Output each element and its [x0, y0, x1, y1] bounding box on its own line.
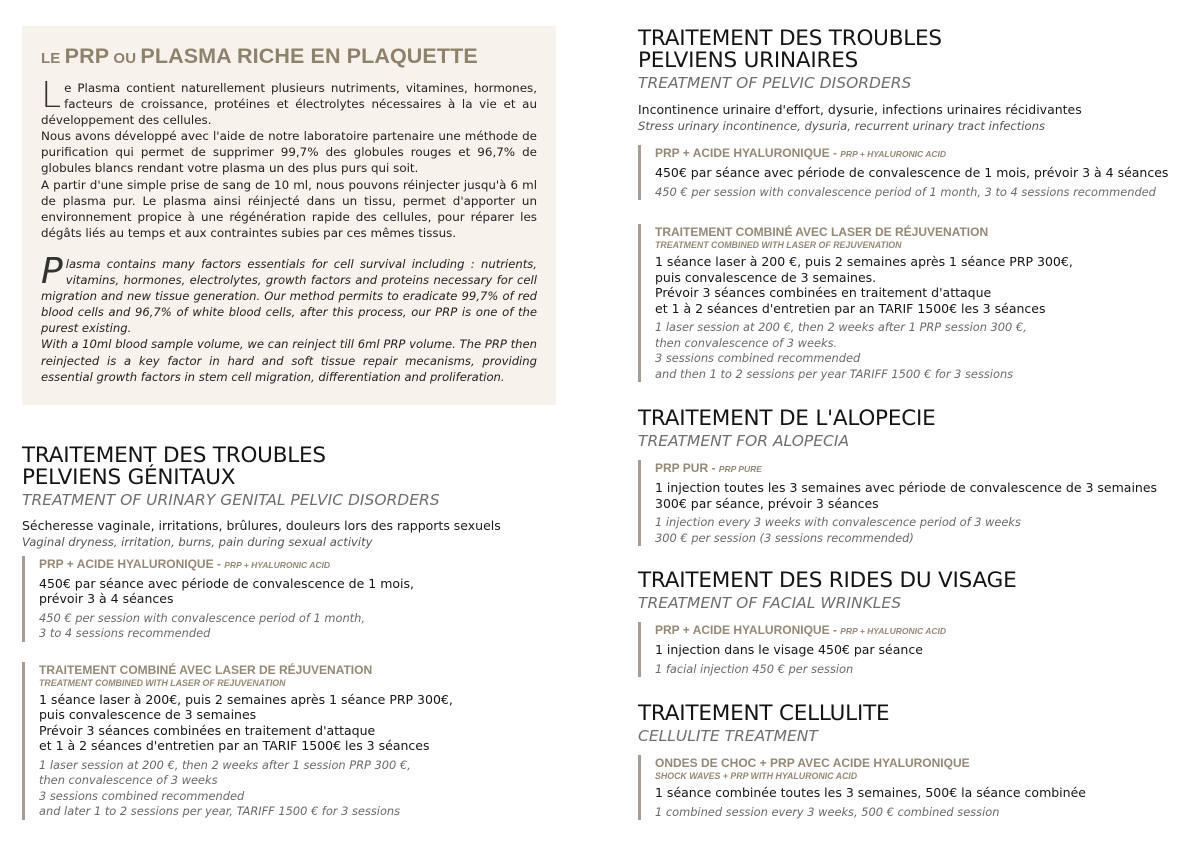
section-urinary [638, 28, 1178, 382]
treatment-subtitle: TREATMENT COMBINED WITH LASER OF REJUVENATION [39, 677, 286, 688]
treatment-fr-line: 1 séance laser à 200 €, puis 2 semaines après 1 séance PRP 300€, [655, 254, 1073, 269]
treatment-en-line: 3 to 4 sessions recommended [39, 626, 211, 641]
treatment-fr-line: 1 séance combinée toutes les 3 semaines, 500€ la séance combinée [655, 785, 1086, 800]
section-description-fr: Sécheresse vaginale, irritations, brûlures, douleurs lors des rapports sexuels [22, 517, 501, 533]
treatment-en-line: 1 facial injection 450 € per session [655, 661, 854, 676]
treatment-block [638, 460, 1178, 546]
section-description-fr: Incontinence urinaire d'effort, dysurie, infections urinaires récidivantes [638, 102, 1082, 117]
treatment-fr [39, 576, 556, 607]
section-subtitle: TREATMENT OF PELVIC DISORDERS [638, 74, 912, 92]
section-subtitle: TREATMENT FOR ALOPECIA [638, 432, 850, 450]
treatment-title-en: PRP PURE [718, 464, 762, 474]
treatment-fr-line: prévoir 3 à 4 séances [39, 591, 174, 607]
treatment-en-line: 450 € per session with convalescence period of 1 month, [39, 610, 365, 625]
treatment-en-line: 1 injection every 3 weeks with convalescence period of 3 weeks [655, 515, 1021, 529]
treatment-en [655, 662, 1178, 678]
treatment-title-en: PRP + HYALURONIC ACID [224, 559, 330, 570]
section-subtitle: CELLULITE TREATMENT [638, 727, 818, 745]
treatment-en-line: 1 combined session every 3 weeks, 500 € combined session [655, 804, 1000, 819]
treatment-block [638, 145, 1178, 200]
treatment-en-line: 1 laser session at 200 €, then 2 weeks after 1 PRP session 300 €, [655, 320, 1027, 334]
treatment-en-line: and then 1 to 2 sessions per year TARIFF 1500 € for 3 sessions [655, 366, 1014, 381]
intro-en-text: With a 10ml blood sample volume, we can reinject till 6ml PRP volume. The PRP then reinjected is a key factor in hard and soft tissue repair mecanisms, providing essential growth factors in stem cell migration, differentiation and proliferation. [41, 337, 537, 384]
treatment-en-line: and later 1 to 2 sessions per year, TARIFF 1500 € for 3 sessions [39, 804, 401, 819]
intro-fr-text: A partir d'une simple prise de sang de 10 ml, nous pouvons réinjecter jusqu'à 6 ml de plasma pur. Le plasma ainsi réinjecté dans un tissu, permet d'apporter un environnement propice à une régénération rapide des cellules, pour réparer les dégâts liés au temps et aux contraintes subies par ces mêmes tissus. [41, 177, 537, 240]
treatment-en [39, 611, 556, 642]
treatment-en [655, 515, 1178, 546]
treatment-title [655, 460, 1178, 477]
intro-title-part: OU [109, 50, 141, 67]
treatment-title-en: PRP + HYALURONIC ACID [840, 149, 946, 159]
section-title-line: TRAITEMENT DES TROUBLES [22, 442, 326, 468]
section-title-line: PELVIENS GÉNITAUX [22, 464, 236, 490]
treatment-fr-line: 450€ par séance avec période de convalescence de 1 mois, prévoir 3 à 4 séances [655, 165, 1169, 180]
treatment-en-line: then convalescence of 3 weeks. [655, 335, 838, 350]
treatment-fr [655, 165, 1178, 181]
treatment-en [39, 758, 556, 820]
section-title [638, 28, 1178, 72]
treatment-title [655, 622, 1178, 639]
intro-fr-text: e Plasma contient naturellement plusieurs nutriments, vitamines, hormones, facteurs de croissance, protéines et électrolytes nécessaires à la vie et au développement des cellules. [41, 81, 537, 128]
intro-en-paragraph [41, 250, 537, 385]
treatment-fr-line: Prévoir 3 séances combinées en traitement d'attaque [655, 285, 992, 300]
treatment-en-line: then convalescence of 3 weeks [39, 773, 218, 788]
treatment-en-line: 3 sessions combined recommended [39, 788, 245, 803]
section-genital [22, 442, 556, 820]
treatment-block [638, 755, 1178, 820]
treatment-title-fr: PRP + ACIDE HYALURONIQUE - [655, 146, 841, 160]
intro-fr-paragraph [41, 75, 537, 241]
treatment-fr [39, 692, 556, 754]
treatment-en-line: 1 laser session at 200 €, then 2 weeks after 1 session PRP 300 €, [39, 757, 411, 772]
treatment-fr-line: puis convalescence de 3 semaines. [655, 269, 877, 285]
treatment-fr-line: 1 injection dans le visage 450€ par séance [655, 642, 923, 657]
treatment-en [655, 320, 1178, 382]
section-title-line: TRAITEMENT DES TROUBLES [638, 26, 942, 51]
treatment-fr-line: 300€ par séance, prévoir 3 séances [655, 495, 879, 511]
treatment-fr [655, 785, 1178, 801]
section-title [22, 442, 556, 490]
intro-en-text: lasma contains many factors essentials for cell survival including : nutrients, vitamins, hormones, electrolytes, growth factors and proteins necessary for cell migration and new tissue generation. Our method permits to eradicate 99,7% of red blood cells and 96,7% of white blood cells, after this process, our PRP is one of the purest existing. [41, 256, 537, 336]
right-column [638, 28, 1178, 820]
treatment-subtitle: TREATMENT COMBINED WITH LASER OF REJUVENATION [655, 240, 902, 250]
treatment-title: ONDES DE CHOC + PRP AVEC ACIDE HYALURONIQUE [655, 756, 970, 770]
treatment-block [638, 622, 1178, 677]
treatment-en [655, 185, 1178, 201]
treatment-fr [655, 642, 1178, 658]
treatment-title [39, 556, 556, 573]
intro-title [41, 44, 537, 69]
section-title-line: PELVIENS URINAIRES [638, 48, 859, 73]
section-subtitle: TREATMENT OF URINARY GENITAL PELVIC DISORDERS [22, 490, 440, 509]
treatment-title-fr: PRP PUR - [655, 461, 719, 475]
treatment-title-fr: PRP + ACIDE HYALURONIQUE - [655, 623, 841, 637]
treatment-fr [655, 254, 1178, 316]
treatment-fr [655, 480, 1178, 511]
section-description-en: Vaginal dryness, irritation, burns, pain during sexual activity [22, 534, 373, 549]
section-description-en: Stress urinary incontinence, dysuria, recurrent urinary tract infections [638, 119, 1045, 133]
treatment-fr-line: 1 séance laser à 200€, puis 2 semaines après 1 séance PRP 300€, [39, 691, 453, 707]
intro-en-dropcap: P [41, 250, 63, 292]
left-column [22, 26, 556, 820]
section-alopecia [638, 408, 1178, 546]
treatment-block [22, 662, 556, 820]
intro-box [22, 26, 556, 405]
treatment-title-fr: PRP + ACIDE HYALURONIQUE - [39, 556, 225, 571]
treatment-fr-line: puis convalescence de 3 semaines [39, 707, 257, 723]
treatment-en [655, 805, 1178, 821]
section-cellulite [638, 703, 1178, 820]
intro-title-part: PRP [64, 44, 110, 68]
treatment-fr-line: 450€ par séance avec période de convalescence de 1 mois, [39, 575, 414, 591]
treatment-fr-line: et 1 à 2 séances d'entretien par an TARIF 1500€ les 3 séances [39, 738, 430, 754]
intro-title-part: LE [41, 50, 65, 67]
treatment-fr-line: 1 injection toutes les 3 semaines avec période de convalescence de 3 semaines [655, 480, 1158, 495]
section-subtitle: TREATMENT OF FACIAL WRINKLES [638, 594, 902, 612]
intro-fr-text: Nous avons développé avec l'aide de notre laboratoire partenaire une méthode de purification qui permet de supprimer 99,7% des globules rouges et 96,7% de globules blancs rendant votre plasma un des plus purs qui soit. [41, 129, 537, 176]
treatment-en-line: 300 € per session (3 sessions recommended) [655, 530, 914, 545]
intro-fr-dropcap: L [41, 75, 62, 116]
treatment-title: TRAITEMENT COMBINÉ AVEC LASER DE RÉJUVENATION [39, 662, 373, 677]
treatment-en-line: 450 € per session with convalescence period of 1 month, 3 to 4 sessions recommended [655, 184, 1156, 199]
section-wrinkles [638, 570, 1178, 677]
treatment-title-en: PRP + HYALURONIC ACID [840, 626, 946, 636]
treatment-title: TRAITEMENT COMBINÉ AVEC LASER DE RÉJUVENATION [655, 225, 989, 239]
treatment-block [638, 224, 1178, 382]
treatment-subtitle: SHOCK WAVES + PRP WITH HYALURONIC ACID [655, 771, 858, 781]
treatment-fr-line: et 1 à 2 séances d'entretien par an TARIF 1500€ les 3 séances [655, 300, 1046, 316]
treatment-fr-line: Prévoir 3 séances combinées en traitement d'attaque [39, 722, 376, 738]
section-title: TRAITEMENT DE L'ALOPECIE [638, 406, 936, 431]
section-title: TRAITEMENT DES RIDES DU VISAGE [638, 568, 1017, 593]
section-title: TRAITEMENT CELLULITE [638, 701, 890, 726]
intro-title-part: PLASMA RICHE EN PLAQUETTE [140, 44, 478, 68]
treatment-title [655, 145, 1178, 162]
treatment-block [22, 556, 556, 642]
treatment-en-line: 3 sessions combined recommended [655, 351, 861, 365]
